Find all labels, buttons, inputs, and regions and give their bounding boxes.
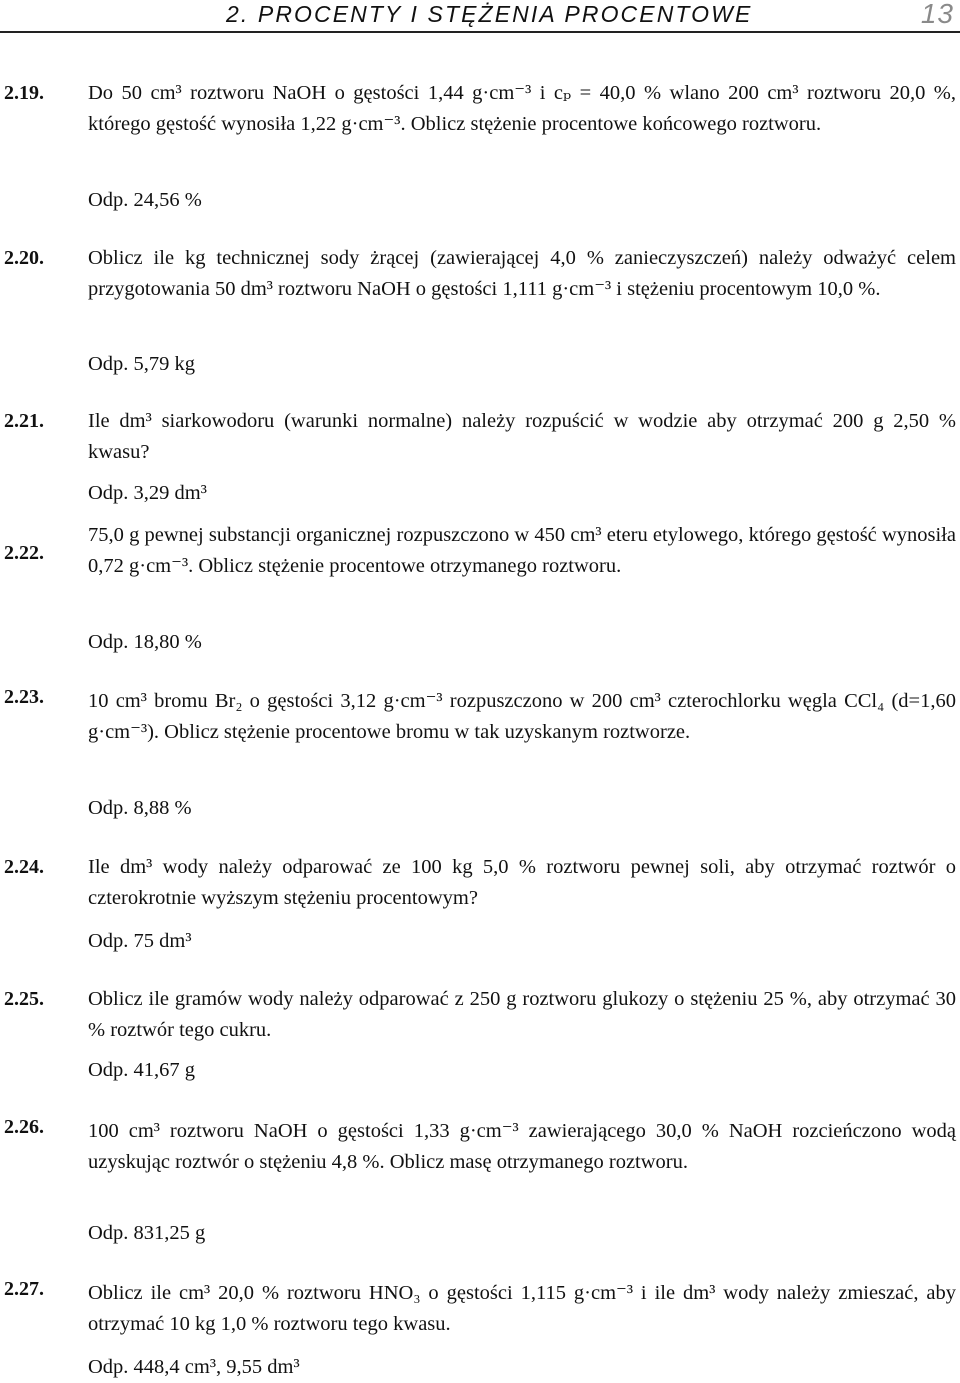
problem-answer: Odp. 5,79 kg (88, 353, 196, 375)
problem-number: 2.24. (4, 856, 44, 878)
chapter-title: 2. PROCENTY I STĘŻENIA PROCENTOWE (226, 1, 753, 27)
page-header (0, 0, 960, 34)
page-number: 13 (920, 0, 954, 29)
problem-text: 100 cm³ roztworu NaOH o gęstości 1,33 g·cm⁻³ zawierającego 30,0 % NaOH rozcieńczono wodą uzyskując roztwór o stężeniu 4,8 %. Oblicz masę otrzymanego roztworu. (88, 1120, 956, 1173)
problem-number: 2.25. (4, 988, 44, 1010)
problem-answer: Odp. 75 dm³ (88, 930, 192, 952)
problem-number: 2.22. (4, 542, 44, 564)
problem-number: 2.27. (4, 1278, 44, 1300)
problem-text: Ile dm³ siarkowodoru (warunki normalne) należy rozpuścić w wodzie aby otrzymać 200 g 2,50 % kwasu? (88, 410, 956, 463)
problem-answer: Odp. 41,67 g (88, 1059, 196, 1081)
problem-text: Ile dm³ wody należy odparować ze 100 kg 5,0 % roztworu pewnej soli, aby otrzymać roztwór o czterokrotnie wyższym stężeniu procentowym? (88, 856, 956, 909)
problem-text: 75,0 g pewnej substancji organicznej rozpuszczono w 450 cm³ eteru etylowego, którego gęstość wynosiła 0,72 g·cm⁻³. Oblicz stężenie procentowe otrzymanego roztworu. (88, 524, 956, 577)
problem-number: 2.20. (4, 247, 44, 269)
problem-text: Oblicz ile cm³ 20,0 % roztworu HNO₃ o gęstości 1,115 g·cm⁻³ i ile dm³ wody należy zmieszać, aby otrzymać 10 kg 1,0 % roztworu tego kwasu. (88, 1282, 956, 1335)
problem-number: 2.23. (4, 686, 44, 708)
problem-answer: Odp. 18,80 % (88, 631, 202, 653)
problem-number: 2.21. (4, 410, 44, 432)
problem-text: Do 50 cm³ roztworu NaOH o gęstości 1,44 g·cm⁻³ i cₚ = 40,0 % wlano 200 cm³ roztworu 20,0 %, którego gęstość wynosiła 1,22 g·cm⁻³. Oblicz stężenie procentowe końcowego roztworu. (88, 82, 956, 135)
problem-number: 2.26. (4, 1116, 44, 1138)
problem-answer: Odp. 24,56 % (88, 189, 202, 211)
problem-text: Oblicz ile gramów wody należy odparować z 250 g roztworu glukozy o stężeniu 25 %, aby otrzymać 30 % roztwór tego cukru. (88, 988, 956, 1041)
problem-answer: Odp. 8,88 % (88, 797, 192, 819)
problem-answer: Odp. 3,29 dm³ (88, 482, 207, 504)
problem-number: 2.19. (4, 82, 44, 104)
problem-answer: Odp. 831,25 g (88, 1222, 206, 1244)
problem-text: Oblicz ile kg technicznej sody żrącej (zawierającej 4,0 % zanieczyszczeń) należy odważyć celem przygotowania 50 dm³ roztworu NaOH o gęstości 1,111 g·cm⁻³ i stężeniu procentowym 10,0 %. (88, 247, 956, 300)
header-rule (0, 31, 960, 33)
problem-answer: Odp. 448,4 cm³, 9,55 dm³ (88, 1356, 300, 1378)
problem-text: 10 cm³ bromu Br₂ o gęstości 3,12 g·cm⁻³ rozpuszczono w 200 cm³ czterochlorku węgla CCl₄ (d=1,60 g·cm⁻³). Oblicz stężenie procentowe bromu w tak uzyskanym roztworze. (88, 690, 956, 743)
